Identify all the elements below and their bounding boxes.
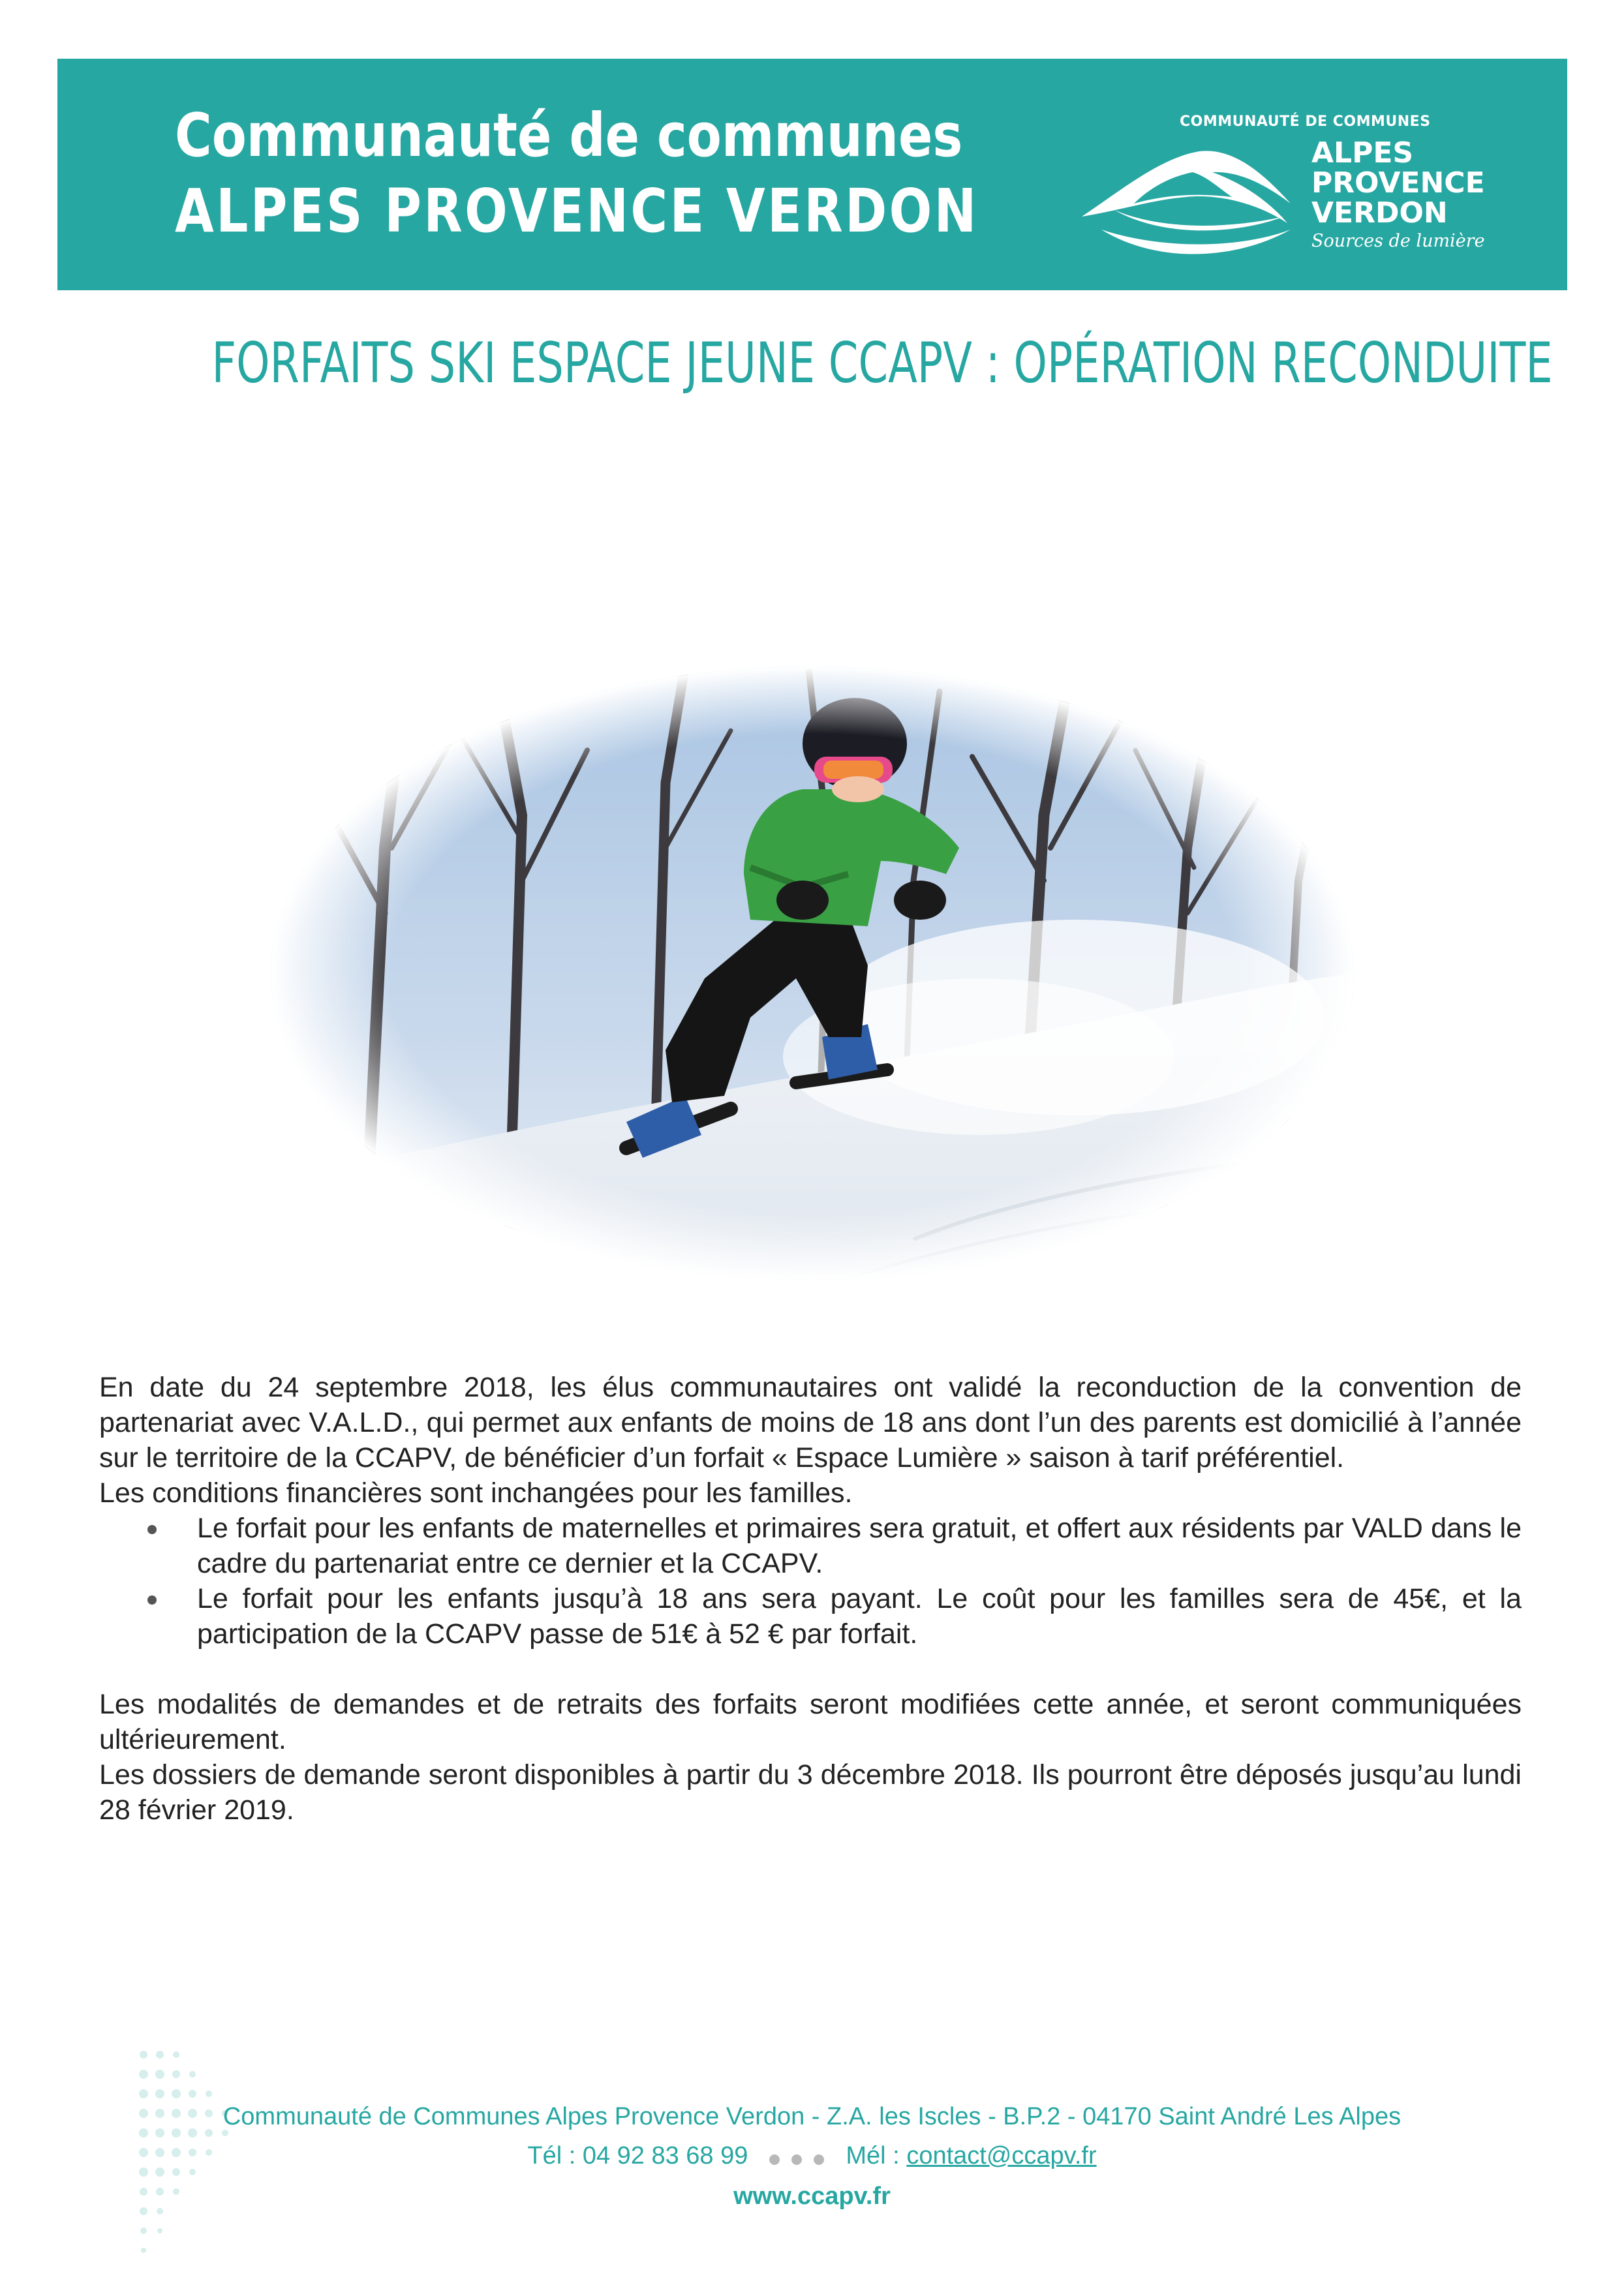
- conditions-list: [99, 1511, 1522, 1652]
- list-item-text: Le forfait pour les enfants de maternelles et primaires sera gratuit, et offert aux résidents par VALD dans le cadre du partenariat entre ce dernier et la CCAPV.: [197, 1513, 1522, 1579]
- spacer: [99, 1652, 1522, 1687]
- footer: [0, 2097, 1624, 2216]
- article-body: [99, 1370, 1522, 1828]
- paragraph-dossiers: Les dossiers de demande seront disponibles à partir du 3 décembre 2018. Ils pourront être déposés jusqu’au lundi 28 février 2019.: [99, 1759, 1522, 1826]
- logo-line2: PROVENCE: [1311, 166, 1485, 200]
- page-title-text: FORFAITS SKI ESPACE JEUNE CCAPV : OPÉRATION RECONDUITE: [211, 331, 1553, 396]
- footer-website[interactable]: www.ccapv.fr: [733, 2182, 891, 2210]
- banner-title-line2: ALPES PROVENCE VERDON: [175, 176, 979, 246]
- logo-line3: VERDON: [1311, 196, 1448, 230]
- list-item-text: Le forfait pour les enfants jusqu’à 18 ans sera payant. Le coût pour les familles sera de 45€, et la participation de la CCAPV passe de 51€ à 52 € par forfait.: [197, 1583, 1522, 1650]
- list-item: [197, 1511, 1522, 1581]
- footer-email-link[interactable]: contact@ccapv.fr: [906, 2142, 1097, 2169]
- paragraph-modalites: Les modalités de demandes et de retraits des forfaits seront modifiées cette année, et seront communiquées ultérieurement.: [99, 1689, 1522, 1755]
- footer-phone: Tél : 04 92 83 68 99: [527, 2142, 748, 2169]
- paragraph-intro: En date du 24 septembre 2018, les élus communautaires ont validé la reconduction de la convention de partenariat avec V.A.L.D., qui permet aux enfants de moins de 18 ans dont l’un des parents est domicilié à l’année sur le territoire de la CCAPV, de bénéficier d’un forfait « Espace Lumière » saison à tarif préférentiel.: [99, 1372, 1522, 1473]
- footer-address: Communauté de Communes Alpes Provence Verdon - Z.A. les Iscles - B.P.2 - 04170 Saint André Les Alpes: [222, 2103, 1402, 2130]
- footer-mail-label: Mél :: [846, 2142, 900, 2169]
- logo-tagline: Sources de lumière: [1311, 231, 1485, 251]
- logo-line1: ALPES: [1311, 136, 1414, 170]
- list-item: [197, 1581, 1522, 1652]
- paragraph-conditions: Les conditions financières sont inchangées pour les familles.: [99, 1477, 853, 1509]
- banner-title-line1: Communauté de communes: [175, 100, 963, 170]
- bullet-icon: [147, 1525, 157, 1534]
- separator-dots-icon: [763, 2137, 830, 2177]
- footer-contact: [0, 2136, 1624, 2177]
- logo-small-text: COMMUNAUTÉ DE COMMUNES: [1180, 113, 1431, 130]
- bullet-icon: [147, 1595, 157, 1605]
